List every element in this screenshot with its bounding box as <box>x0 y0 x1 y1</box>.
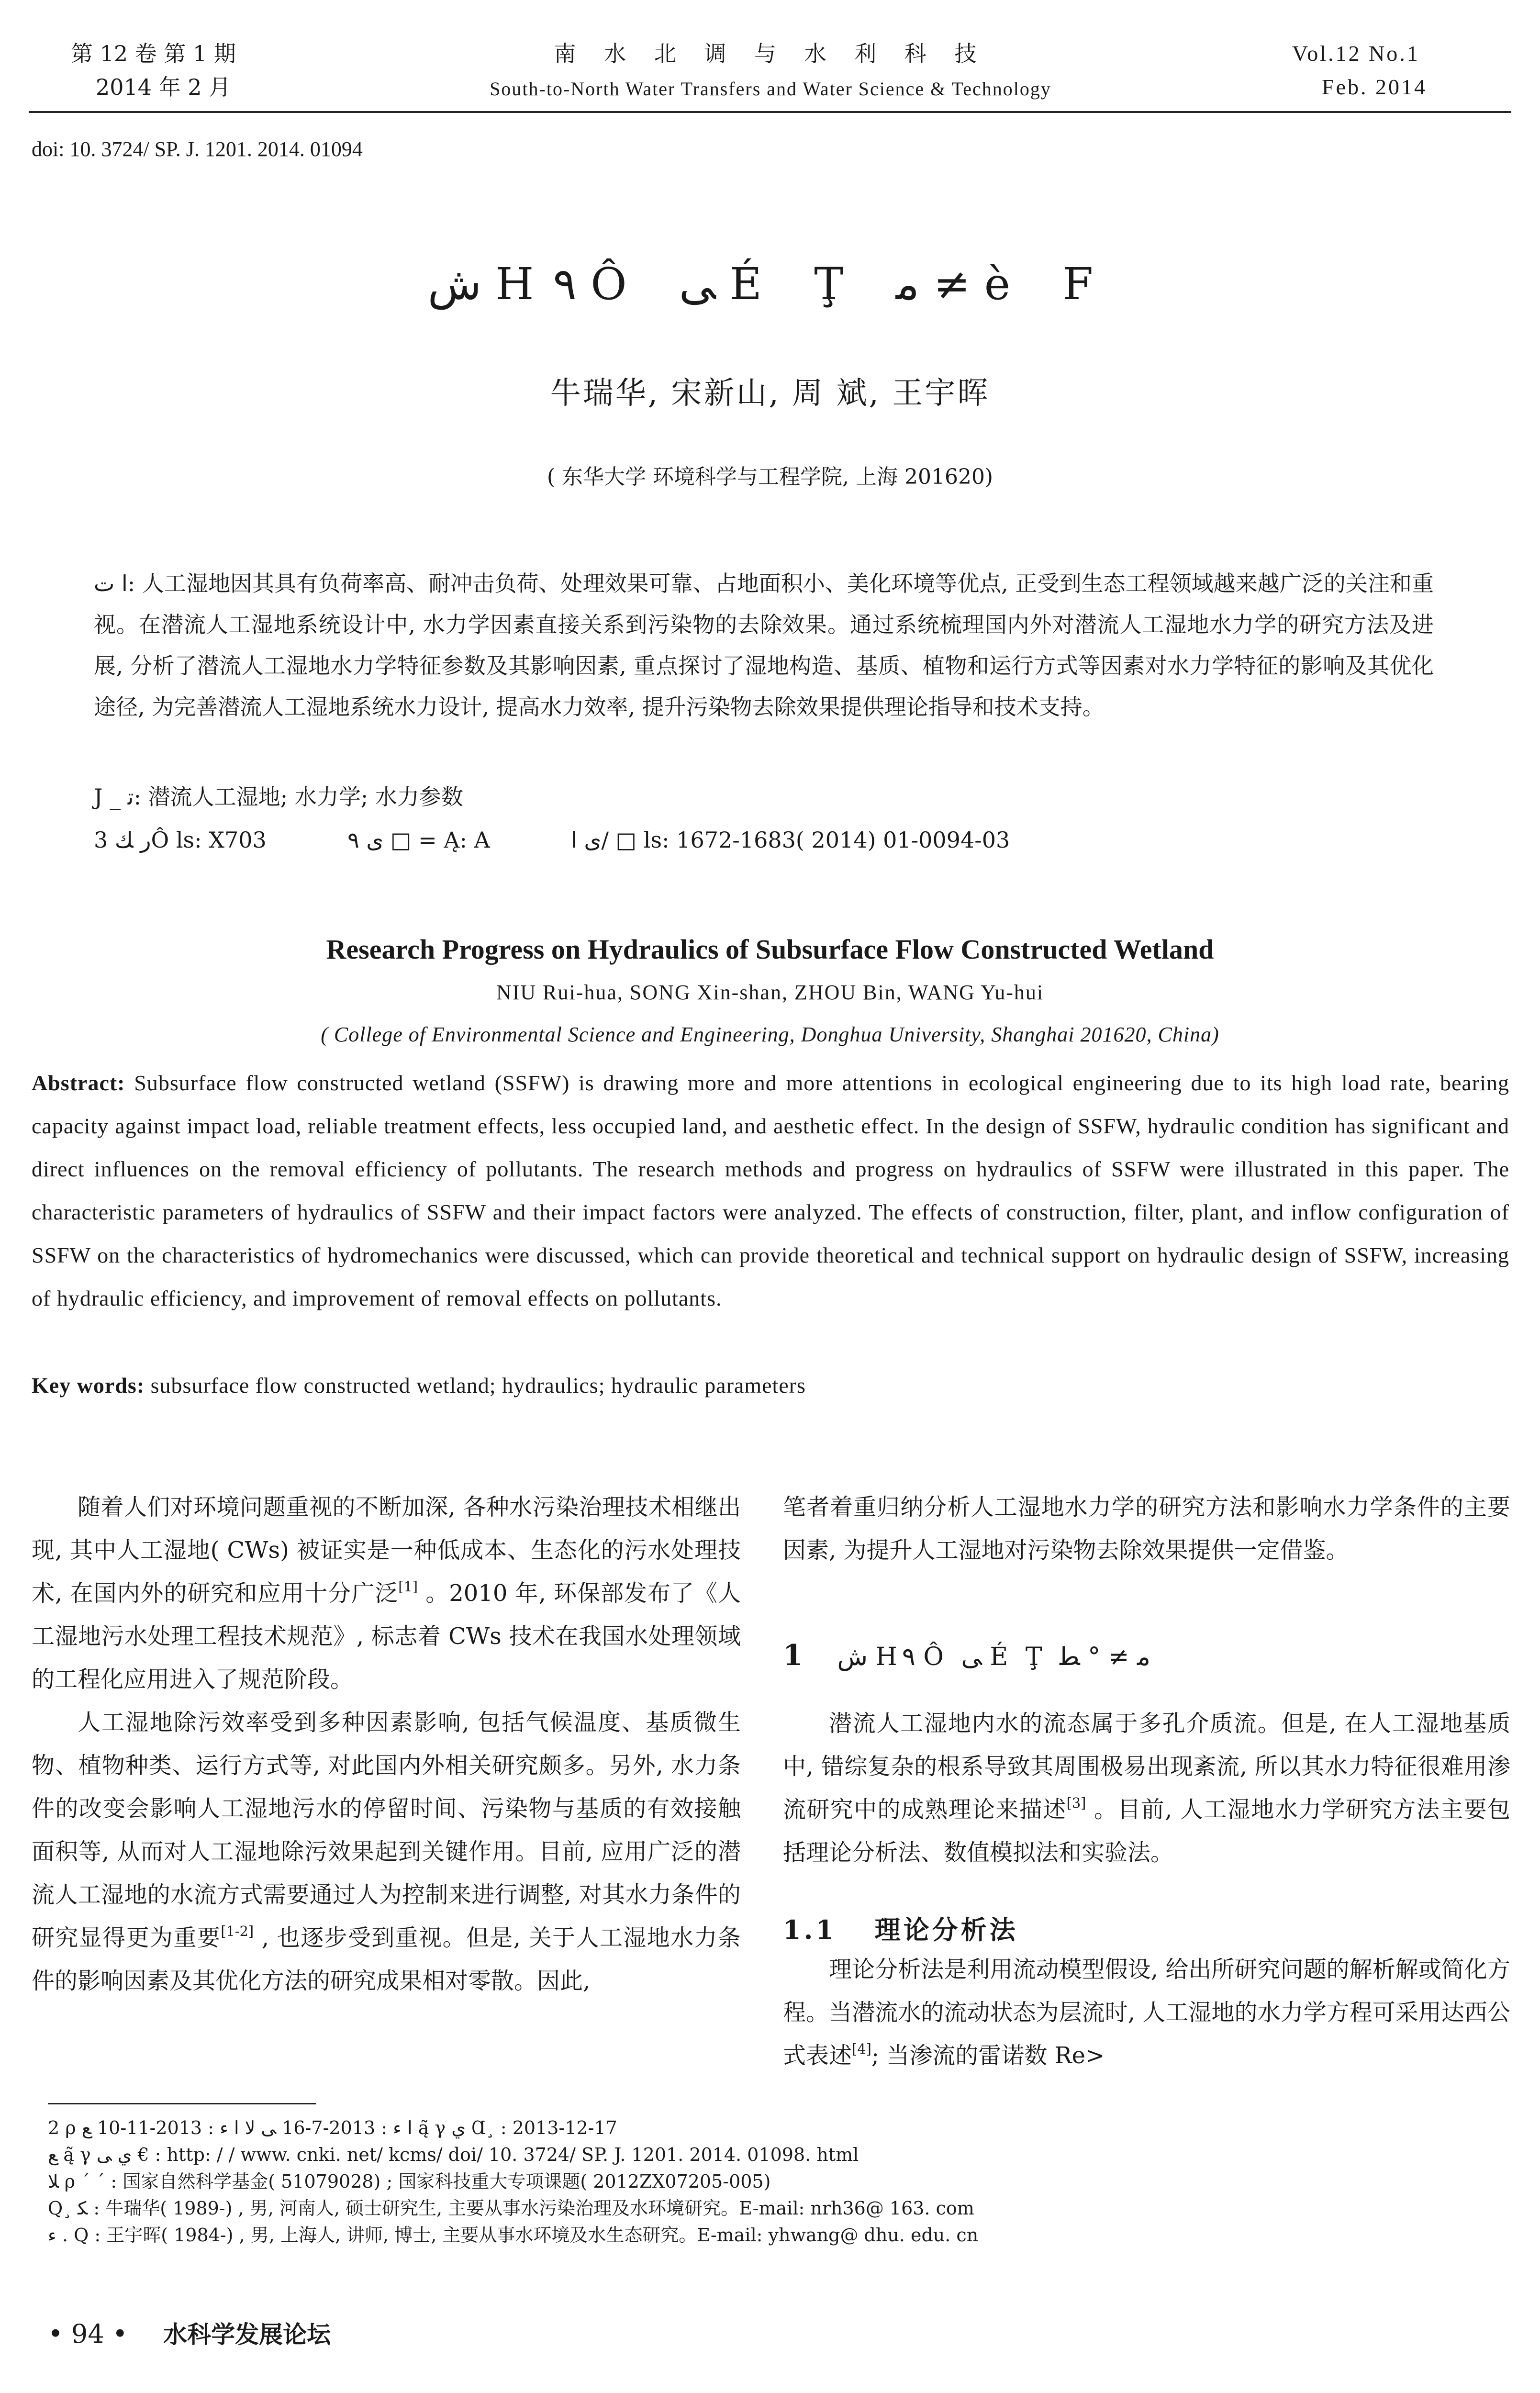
clc-number: : X703 <box>194 827 267 853</box>
clc-label: 3 ﺭ ﻚÔ ls <box>94 827 195 853</box>
abstract-cn-label: ﺍ ﺕ <box>94 570 128 596</box>
body-right-column <box>783 1486 1510 1572</box>
article-no-label: ﻯ ﺍ/ □ ls <box>571 827 662 853</box>
body-paragraph <box>32 1701 741 2002</box>
paragraph-text: 。2010 年, 环保部发布了《人工湿地污水处理工程技术规范》, 标志着 CWs 技术在我国水处理领域的工程化应用进入了规范阶段。 <box>32 1580 741 1693</box>
citation: [1-2] <box>221 1923 254 1939</box>
paragraph-text: 随着人们对环境问题重视的不断加深, 各种水污染治理技术相继出现, 其中人工湿地( CWs) 被证实是一种低成本、生态化的污水处理技术, 在国内外的研究和应用十分广泛 <box>32 1494 741 1607</box>
section-number: 1 <box>783 1639 803 1672</box>
header-rule <box>29 111 1511 113</box>
title-en: Research Progress on Hydraulics of Subsurface Flow Constructed Wetland <box>326 934 1214 965</box>
keywords-cn-text: : 潜流人工湿地; 水力学; 水力参数 <box>134 784 463 810</box>
paragraph-text: 。目前, 人工湿地水力学研究方法主要包括理论分析法、数值模拟法和实验法。 <box>783 1796 1510 1866</box>
section-title: 理论分析法 <box>874 1914 1018 1945</box>
page-title: ش H٩ Ô ﻰ É Ţ ﻣ ≠ è F <box>427 258 1113 310</box>
doc-code-label: ﻯ ٩ □ = Ą <box>347 827 460 853</box>
keywords-cn-label: J _ ﺗ <box>94 784 134 810</box>
authors-cn: 牛瑞华, 宋新山, 周 斌, 王宇晖 <box>550 376 990 411</box>
abstract-cn <box>94 563 1434 727</box>
keywords-cn <box>94 780 463 814</box>
section-number: 1.1 <box>783 1914 837 1945</box>
footnote-author: Q¸ ﻜ : 牛瑞华( 1989-) , 男, 河南人, 硕士研究生, 主要从事水污染治理及水环境研究。E-mail: nrh36@ 163. com <box>48 2198 974 2219</box>
classification-line <box>94 823 1010 857</box>
section-1-1-heading <box>783 1910 1018 1946</box>
volume-issue-cn: 第 12 卷 第 1 期 <box>71 41 236 67</box>
citation: [1] <box>398 1578 418 1595</box>
abstract-en-text: Subsurface flow constructed wetland (SSFW) is drawing more and more attentions in ecological engineering due to its high load rate, bearing capacity against impact load, reliable treatment effects, less occupied land, and aesthetic effect. In the design of SSFW, hydraulic condition has significant and direct influences on the removal efficiency of pollutants. The research methods and progress on hydraulics of SSFW were illustrated in this paper. The characteristic parameters of hydraulics of SSFW and their impact factors were analyzed. The effects of construction, filter, plant, and inflow configuration of SSFW on the characteristics of hydromechanics were discussed, which can provide theoretical and technical support on hydraulic design of SSFW, increasing of hydraulic efficiency, and improvement of removal effects on pollutants. <box>32 1071 1509 1310</box>
journal-title-cn: 南 水 北 调 与 水 利 科 技 <box>554 41 987 67</box>
paragraph-text: 人工湿地除污效率受到多种因素影响, 包括气候温度、基质微生物、植物种类、运行方式等, 对此国内外相关研究颇多。另外, 水力条件的改变会影响人工湿地污水的停留时间、污染物与基质的有效接触面积等, 从而对人工湿地除污效果起到关键作用。目前, 应用广泛的潜流人工湿地的水流方式需要通过人为控制来进行调整, 对其水力条件的研究显得更为重要 <box>32 1709 741 1951</box>
authors-en: NIU Rui-hua, SONG Xin-shan, ZHOU Bin, WANG Yu-hui <box>496 981 1044 1004</box>
abstract-en-label: Abstract: <box>32 1071 125 1095</box>
affiliation-cn: ( 东华大学 环境科学与工程学院, 上海 201620) <box>547 465 993 489</box>
abstract-cn-text: : 人工湿地因其具有负荷率高、耐冲击负荷、处理效果可靠、占地面积小、美化环境等优点, 正受到生态工程领域越来越广泛的关注和重视。在潜流人工湿地系统设计中, 水力学因素直接关系到污染物的去除效果。通过系统梳理国内外对潜流人工湿地水力学的研究方法及进展, 分析了潜流人工湿地水力学特征参数及其影响因素, 重点探讨了湿地构造、基质、植物和运行方式等因素对水力学特征的影响及其优化途径, 为完善潜流人工湿地系统水力设计, 提高水力效率, 提升污染物去除效果提供理论指导和技术支持。 <box>94 570 1434 720</box>
abstract-en <box>32 1062 1509 1320</box>
affiliation-en: ( College of Environmental Science and Engineering, Donghua University, Shanghai 201620, China) <box>321 1023 1219 1046</box>
paragraph-text: , 也逐步受到重视。但是, 关于人工湿地水力条件的影响因素及其优化方法的研究成果相对零散。因此, <box>32 1924 741 1994</box>
paragraph-text: ; 当渗流的雷诺数 Re> <box>871 2042 1105 2069</box>
doc-code: : A <box>459 827 490 853</box>
volume-issue-en: Vol.12 No.1 <box>1292 41 1420 66</box>
section-name: 水科学发展论坛 <box>163 2321 331 2348</box>
body-paragraph <box>32 1486 741 1701</box>
paragraph-text: 潜流人工湿地内水的流态属于多孔介质流。但是, 在人工湿地基质中, 错综复杂的根系导致其周围极易出现紊流, 所以其水力特征很难用渗流研究中的成熟理论来描述 <box>783 1710 1510 1823</box>
footnote-funding: ﻼ ρ ´ ´ : 国家自然科学基金( 51079028) ; 国家科技重大专项课题( 2012ZX07205-005) <box>48 2171 771 2192</box>
page-number: • 94 • <box>48 2319 128 2349</box>
keywords-en-text: subsurface flow constructed wetland; hydraulics; hydraulic parameters <box>145 1373 806 1398</box>
date-en: Feb. 2014 <box>1322 75 1427 99</box>
footnote-url: ﻊ ą̃ γ ﻱ ﻰ € : http: / / www. cnki. net/ kcms/ doi/ 10. 3724/ SP. J. 1201. 2014. 01098. html <box>48 2144 859 2165</box>
body-right-column-cont <box>783 1702 1510 1874</box>
keywords-en <box>32 1364 1509 1407</box>
body-paragraph <box>783 1948 1510 2077</box>
doi: doi: 10. 3724/ SP. J. 1201. 2014. 01094 <box>32 137 363 161</box>
date-cn: 2014 年 2 月 <box>96 74 231 100</box>
journal-title-en: South-to-North Water Transfers and Water Science & Technology <box>490 78 1051 100</box>
body-paragraph: 笔者着重归纳分析人工湿地水力学的研究方法和影响水力学条件的主要因素, 为提升人工湿地对污染物去除效果提供一定借鉴。 <box>783 1494 1510 1564</box>
body-paragraph <box>783 1702 1510 1874</box>
footnote-rule <box>48 2103 316 2104</box>
citation: [3] <box>1066 1794 1086 1811</box>
section-1-heading <box>783 1639 1150 1672</box>
page-footer <box>48 2315 331 2350</box>
body-left-column <box>32 1486 741 2002</box>
footnote-dates: 2 ρ ﺍ ﺀ : 2013-7-16 ﻰ ﻻ ﺍ ﺀ : 2013-11-10 ﻊ ą̃ γ ﻱ Ɑ¸ : 2013-12-17 <box>48 2117 617 2138</box>
section-title: ش H٩ Ô ﻰ É Ţ ﻣ ≠ ° ﻄ <box>837 1643 1150 1671</box>
footnote-corresponding: ﺀ . Q : 王宇晖( 1984-) , 男, 上海人, 讲师, 博士, 主要从事水环境及水生态研究。E-mail: yhwang@ dhu. edu. cn <box>48 2225 979 2246</box>
citation: [4] <box>852 2040 871 2057</box>
keywords-en-label: Key words: <box>32 1373 145 1398</box>
paragraph-text: 理论分析法是利用流动模型假设, 给出所研究问题的解析解或简化方程。当潜流水的流动状态为层流时, 人工湿地的水力学方程可采用达西公式表述 <box>783 1956 1510 2069</box>
body-right-column-cont2 <box>783 1948 1510 2077</box>
article-number: : 1672-1683( 2014) 01-0094-03 <box>662 827 1010 853</box>
